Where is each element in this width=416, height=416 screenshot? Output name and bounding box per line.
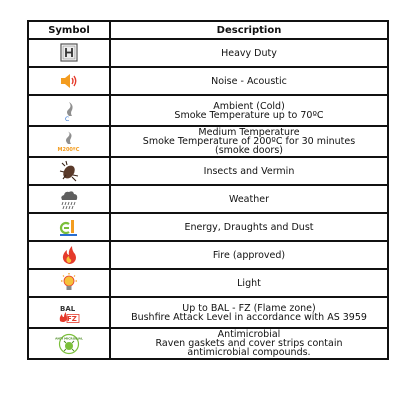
row-text: Weather bbox=[229, 193, 269, 205]
light-bulb-icon bbox=[57, 272, 81, 294]
row-text: Smoke Temperature of 200ºC for 30 minutes bbox=[142, 136, 356, 147]
table-row bbox=[28, 297, 388, 328]
row-text: Energy, Draughts and Dust bbox=[184, 221, 314, 233]
fire-icon bbox=[57, 244, 81, 266]
speaker-icon bbox=[57, 70, 81, 92]
table-row bbox=[28, 39, 388, 67]
table-row bbox=[28, 157, 388, 185]
rain-cloud-icon bbox=[57, 188, 81, 210]
row-text: Ambient (Cold) bbox=[213, 100, 285, 112]
table-row bbox=[28, 213, 388, 241]
fz-icon-label: FZ bbox=[67, 314, 77, 323]
description-column-header: Description bbox=[110, 21, 388, 39]
table-row bbox=[28, 67, 388, 95]
header-row bbox=[28, 21, 388, 39]
symbol-legend-table bbox=[27, 20, 389, 360]
table-row bbox=[28, 269, 388, 297]
row-text: Light bbox=[237, 277, 261, 289]
row-text: Heavy Duty bbox=[221, 47, 277, 59]
symbol-column-header: Symbol bbox=[28, 21, 110, 39]
medium-temp-smoke-icon bbox=[57, 131, 81, 153]
row-text: Noise - Acoustic bbox=[211, 75, 287, 87]
antimicrobial-icon-label: ANTI MICROBIAL bbox=[55, 336, 83, 340]
table-row bbox=[28, 241, 388, 269]
row-text: Medium Temperature bbox=[198, 127, 300, 138]
table-row bbox=[28, 185, 388, 213]
energy-draught-icon bbox=[57, 216, 81, 238]
row-text: Bushfire Attack Level in accordance with AS 3959 bbox=[131, 311, 367, 323]
row-text: Fire (approved) bbox=[212, 249, 286, 261]
row-text: antimicrobial compounds. bbox=[187, 347, 311, 358]
row-text: Antimicrobial bbox=[217, 329, 281, 340]
medium-temp-icon-label: M200ºC bbox=[57, 146, 80, 153]
row-text: Insects and Vermin bbox=[203, 165, 295, 177]
cold-icon-label: C bbox=[65, 115, 70, 123]
row-text: (smoke doors) bbox=[215, 145, 283, 156]
cold-smoke-icon bbox=[57, 100, 81, 122]
bal-icon-label: BAL bbox=[60, 304, 76, 313]
table-row bbox=[28, 328, 388, 359]
row-text: Smoke Temperature up to 70ºC bbox=[174, 109, 324, 121]
row-text: Raven gaskets and cover strips contain bbox=[155, 338, 343, 349]
bal-fz-icon bbox=[57, 302, 81, 324]
table-row bbox=[28, 95, 388, 126]
heavy-duty-icon bbox=[57, 42, 81, 64]
row-text: Up to BAL - FZ (Flame zone) bbox=[182, 302, 316, 314]
cockroach-icon bbox=[57, 160, 81, 182]
antimicrobial-icon bbox=[57, 333, 81, 355]
table-row bbox=[28, 126, 388, 157]
